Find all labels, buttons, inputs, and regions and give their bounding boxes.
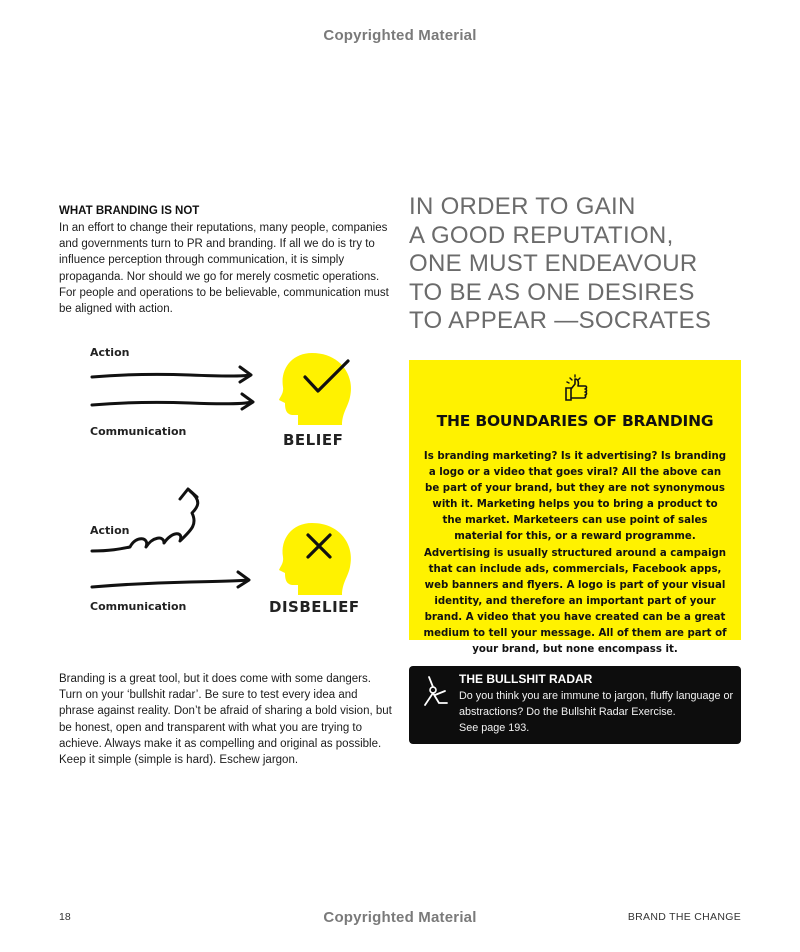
thumbs-up-icon [561, 374, 589, 402]
watermark-bottom: Copyrighted Material [323, 909, 477, 926]
communication-arrow-top [92, 402, 252, 405]
quote-line: A GOOD REPUTATION, [409, 221, 674, 249]
page-reference-link[interactable]: See page 193. [459, 722, 530, 734]
closing-paragraph: Branding is a great tool, but it does come with some dangers. Turn on your ‘bullshit radar’. Be sure to test every idea and phrase against reality. Don’t be afraid of sharing a bold vision, but be honest, open and transparent with what you are trying to achieve. Always make it as compelling and original as possible. Keep it simple (simple is hard). Eschew jargon. [59, 673, 392, 767]
communication-label-bottom: Communication [90, 600, 187, 613]
action-label-bottom: Action [90, 524, 130, 537]
boundaries-title: THE BOUNDARIES OF BRANDING [436, 412, 714, 430]
quote-line: TO APPEAR —SOCRATES [409, 307, 712, 334]
running-footer-title: BRAND THE CHANGE [627, 911, 741, 923]
head-check-icon [279, 353, 351, 425]
disbelief-label: DISBELIEF [269, 598, 360, 616]
bullshit-radar-title: THE BULLSHIT RADAR [459, 672, 593, 686]
communication-label-top: Communication [90, 425, 187, 438]
watermark-top: Copyrighted Material [323, 27, 477, 44]
quote-line: ONE MUST ENDEAVOUR [409, 250, 698, 277]
action-arrow-top [92, 374, 250, 377]
action-label-top: Action [90, 346, 130, 359]
bullshit-radar-text: Do you think you are immune to jargon, fluffy language or abstractions? Do the Bullshit Radar Exercise. [459, 690, 734, 718]
communication-arrow-bottom [92, 580, 248, 587]
quote-line: IN ORDER TO GAIN [409, 193, 636, 220]
action-communication-diagram [80, 335, 390, 635]
bullshit-radar-box [409, 666, 741, 744]
page-number: 18 [59, 911, 71, 923]
section-heading: WHAT BRANDING IS NOT [59, 205, 200, 217]
intro-paragraph: In an effort to change their reputations, many people, companies and governments turn to PR and branding. If all we do is try to influence perception through communication, it is simply propaganda. Nor should we go for merely cosmetic operations. For people and operations to be believable, communication must be aligned with action. [59, 222, 389, 316]
quote-line: TO BE AS ONE DESIRES [409, 278, 695, 306]
belief-label: BELIEF [283, 431, 344, 449]
action-arrow-bottom-wavy [92, 491, 198, 551]
boundaries-of-branding-box [409, 360, 741, 656]
socrates-quote [409, 193, 749, 336]
head-cross-icon [279, 523, 351, 595]
yoga-figure-icon [419, 673, 451, 709]
bullshit-radar-body [459, 688, 735, 736]
boundaries-body: Is branding marketing? Is it advertising? Is branding a logo or a video that goes viral? All the above can be part of your brand, but they are not synonymous with it. Marketing helps you to bring a product to the market. Marketeers can use point of sales material for this, or a reward programme. Advertising is usually structured around a campaign that can include ads, commercials, Facebook apps, web banners and flyers. A logo is part of your visual identity, and therefore an important part of your brand. A video that you have created can be a great medium to tell your message. All of them are part of your brand, but none encompass it. [423, 451, 727, 656]
